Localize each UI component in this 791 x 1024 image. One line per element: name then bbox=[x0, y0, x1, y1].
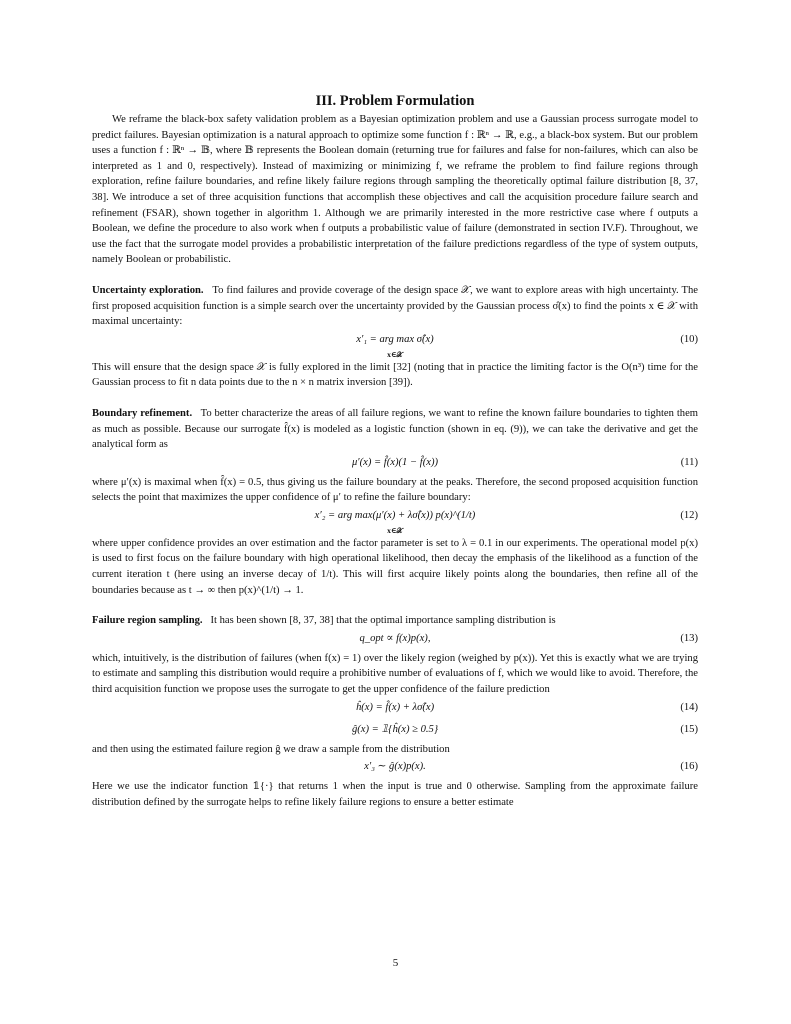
equation-10-subscript: x∈𝒳 bbox=[387, 349, 403, 359]
failure-text: It has been shown [8, 37, 38] that the optimal importance sampling distribution is bbox=[210, 615, 556, 627]
failure-closing: Here we use the indicator function 𝟙{·} that returns 1 when the input is true and 0 otherwise. Sampling from the approximate failure distribution defined by the surrogate helps to refine likely failure regions to ensure a better estimate bbox=[92, 781, 698, 808]
equation-14-body: ĥ(x) = f̂(x) + λσ̂(x) bbox=[355, 701, 435, 713]
uncertainty-paragraph bbox=[92, 283, 698, 330]
equation-13 bbox=[92, 629, 698, 651]
equation-15 bbox=[92, 720, 698, 742]
equation-12 bbox=[92, 506, 698, 536]
equation-11 bbox=[92, 453, 698, 475]
equation-16 bbox=[92, 757, 698, 779]
uncertainty-text: To find failures and provide coverage of the design space 𝒳, we want to explore areas with high uncertainty. The first proposed acquisition function is a simple search over the uncertainty provided by the Gaussian process σ̂(x) to find the points x ∈ 𝒳 with maximal uncertainty: bbox=[92, 284, 698, 328]
failure-heading: Failure region sampling. bbox=[92, 615, 203, 627]
paper-page bbox=[92, 92, 698, 810]
page-number: 5 bbox=[392, 957, 399, 969]
equation-10 bbox=[92, 330, 698, 360]
equation-12-subscript: x∈𝒳 bbox=[387, 525, 403, 535]
equation-13-number: (13) bbox=[680, 632, 698, 644]
equation-15-body: ĝ(x) = 𝟙{ĥ(x) ≥ 0.5} bbox=[351, 723, 439, 735]
failure-followup: which, intuitively, is the distribution of failures (when f(x) = 1) over the likely region (weighed by p(x)). Yet this is exactly what we are trying to estimate and sampling this distribution would require a prohibitive number of evaluations of f, which we would like to avoid. Therefore, the third acquisition function we propose uses the surrogate to get the upper confidence of the failure prediction bbox=[92, 652, 698, 696]
equation-16-number: (16) bbox=[680, 761, 698, 773]
boundary-followup: where μ′(x) is maximal when f̂(x) = 0.5, thus giving us the failure boundary at the peaks. Therefore, the second proposed acquisition function selects the point that maximizes the upper confidence of μ′ to refine the failure boundary: bbox=[92, 476, 698, 504]
uncertainty-heading: Uncertainty exploration. bbox=[92, 284, 204, 296]
equation-11-body: μ′(x) = f̂(x)(1 − f̂(x)) bbox=[351, 456, 439, 468]
boundary-explanation: where upper confidence provides an over estimation and the factor parameter is set to λ = 0.1 in our experiments. The operational model p(x) is used to first focus on the failure boundary with high operational likelihood, then decay the emphasis of the likelihood as a function of the current iteration t (here using an inverse decay of 1/t). This will first acquire likely points along the boundaries, then refine all of the boundaries because as t → ∞ then p(x)^(1/t) → 1. bbox=[92, 537, 698, 596]
intro-paragraph: We reframe the black-box safety validation problem as a Bayesian optimization problem and use a Gaussian process surrogate model to predict failures. Bayesian optimization is a natural approach to optimize some function f : ℝⁿ → ℝ, e.g., a black-box system. But our problem uses a function f : ℝⁿ → 𝔹, where 𝔹 represents the Boolean domain (returning true for failures and false for non-failures, which can also be interpreted as 1 and 0, respectively). Instead of maximizing or minimizing f, we reframe the problem to find failure regions through exploration, refine failure boundaries, and refine likely failure regions through sampling the theoretically optimal failure distribution [8, 37, 38]. We introduce a set of three acquisition functions that accomplish these objectives and call the acquisition procedure failure search and refinement (FSAR), shown together in algorithm 1. Although we are primarily interested in the more restrictive case where f outputs a Boolean, we define the procedure to also work when f outputs a probabilistic value of failure (demonstrated in section IV.F). Throughout, we use the fact that the surrogate model provides a probabilistic interpretation of the failure predictions regardless of the type of system outputs, namely Boolean or probabilistic. bbox=[92, 114, 698, 266]
equation-10-body: x′₁ = arg max σ̂(x) bbox=[356, 333, 434, 345]
boundary-paragraph bbox=[92, 406, 698, 453]
failure-paragraph bbox=[92, 613, 698, 629]
equation-11-number: (11) bbox=[680, 456, 698, 468]
equation-15-number: (15) bbox=[680, 723, 698, 735]
equation-14 bbox=[92, 698, 698, 720]
section-title: III. Problem Formulation bbox=[315, 93, 475, 109]
equation-16-body: x′₃ ∼ ĝ(x)p(x). bbox=[364, 761, 426, 773]
equation-12-body: x′₂ = arg max(μ′(x) + λσ̂(x)) p(x)^(1/t) bbox=[314, 509, 476, 521]
equation-13-body: q_opt ∝ f(x)p(x), bbox=[359, 632, 431, 644]
uncertainty-followup: This will ensure that the design space 𝒳 is fully explored in the limit [32] (noting that in practice the limiting factor is the O(n³) time for the Gaussian process to fit n data points due to the n × n matrix inversion [39]). bbox=[92, 361, 698, 389]
boundary-text: To better characterize the areas of all failure regions, we want to refine the known failure boundaries to tighten them as much as possible. Because our surrogate f̂(x) is modeled as a logistic function (shown in eq. (9)), we can take the derivative and get the analytical form as bbox=[92, 407, 699, 451]
equation-14-number: (14) bbox=[680, 701, 698, 713]
failure-region-text: and then using the estimated failure region ĝ we draw a sample from the distribution bbox=[92, 743, 450, 755]
equation-10-number: (10) bbox=[680, 333, 698, 345]
boundary-heading: Boundary refinement. bbox=[92, 407, 193, 419]
equation-12-number: (12) bbox=[680, 509, 698, 521]
